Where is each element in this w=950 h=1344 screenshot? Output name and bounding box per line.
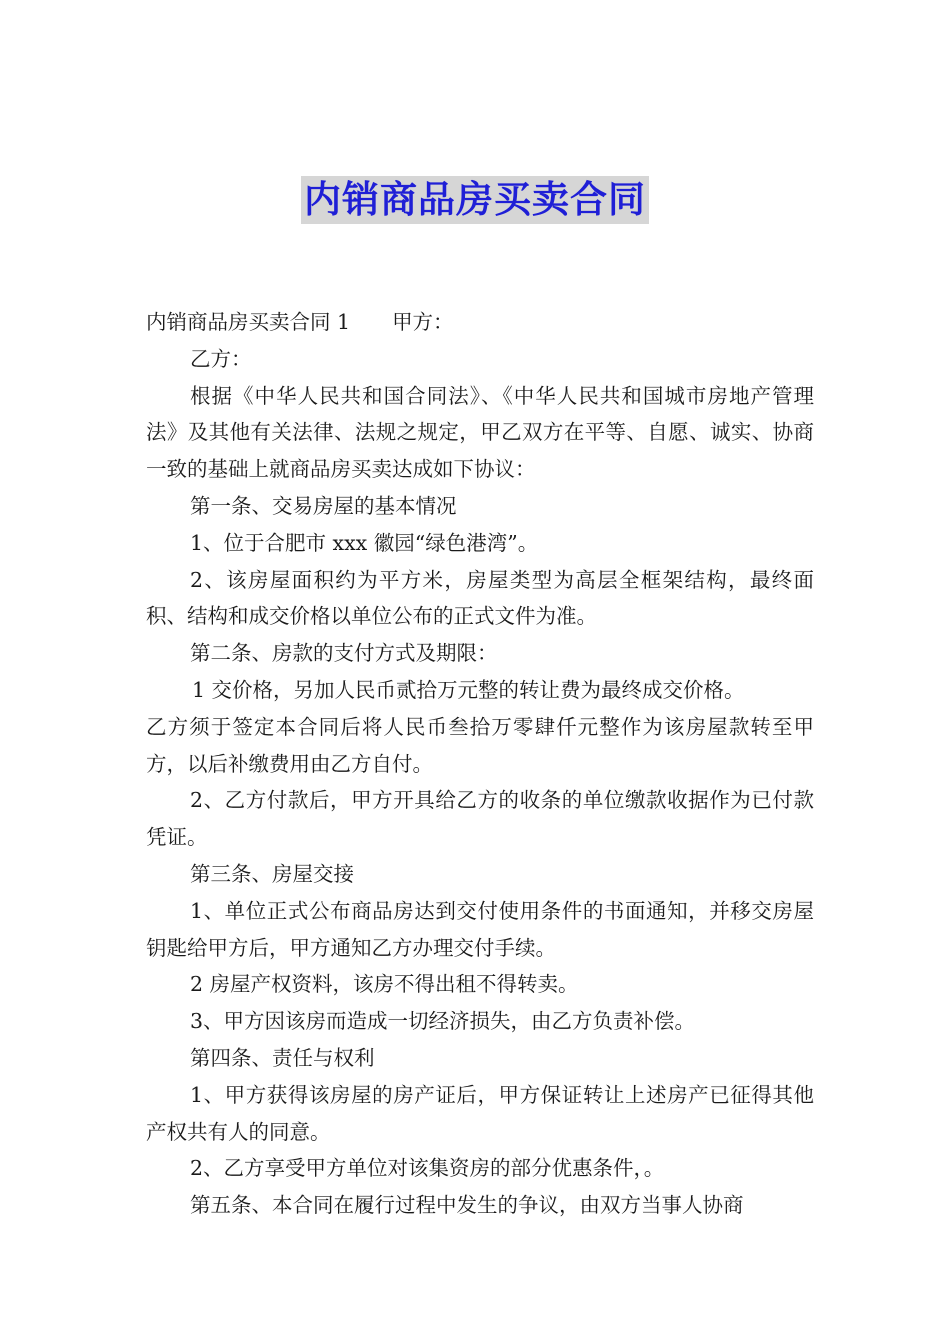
document-title: 内销商品房买卖合同: [301, 176, 649, 224]
paragraph: 2、该房屋面积约为平方米，房屋类型为高层全框架结构，最终面积、结构和成交价格以单位公布的正式文件为准。: [146, 567, 814, 629]
title-container: [0, 176, 950, 224]
section-heading: 第二条、房款的支付方式及期限：: [190, 641, 498, 666]
paragraph: 2、乙方付款后，甲方开具给乙方的收条的单位缴款收据作为已付款凭证。: [146, 788, 814, 850]
paragraph: 1 交价格，另加人民币贰拾万元整的转让费为最终成交价格。: [192, 677, 745, 702]
header-line: [146, 304, 814, 341]
header-right: 甲方：: [392, 310, 454, 334]
paragraph: 2、乙方享受甲方单位对该集资房的部分优惠条件，。: [190, 1156, 665, 1181]
paragraph: 3、甲方因该房而造成一切经济损失，由乙方负责补偿。: [190, 1009, 696, 1034]
section-heading: 第四条、责任与权利: [190, 1045, 375, 1070]
section-heading: 第三条、房屋交接: [190, 861, 354, 886]
paragraph: 乙方：: [190, 346, 252, 371]
paragraph: 1、位于合肥市 xxx 徽园“绿色港湾”。: [190, 530, 539, 555]
paragraph: 乙方须于签定本合同后将人民币叁拾万零肆仟元整作为该房屋款转至甲方，以后补缴费用由乙方自付。: [146, 714, 814, 776]
paragraph: 第五条、本合同在履行过程中发生的争议，由双方当事人协商: [190, 1193, 744, 1218]
paragraph: 1、单位正式公布商品房达到交付使用条件的书面通知，并移交房屋钥匙给甲方后，甲方通知乙方办理交付手续。: [146, 898, 814, 960]
header-left: 内销商品房买卖合同 1: [146, 310, 351, 334]
paragraph: 根据《中华人民共和国合同法》、《中华人民共和国城市房地产管理法》及其他有关法律、法规之规定，甲乙双方在平等、自愿、诚实、协商一致的基础上就商品房买卖达成如下协议：: [146, 383, 814, 482]
paragraph: 1、甲方获得该房屋的房产证后，甲方保证转让上述房产已征得其他产权共有人的同意。: [146, 1082, 814, 1144]
paragraph: 2 房屋产权资料，该房不得出租不得转卖。: [190, 972, 579, 997]
document-body: [146, 304, 814, 1224]
section-heading: 第一条、交易房屋的基本情况: [190, 493, 457, 518]
